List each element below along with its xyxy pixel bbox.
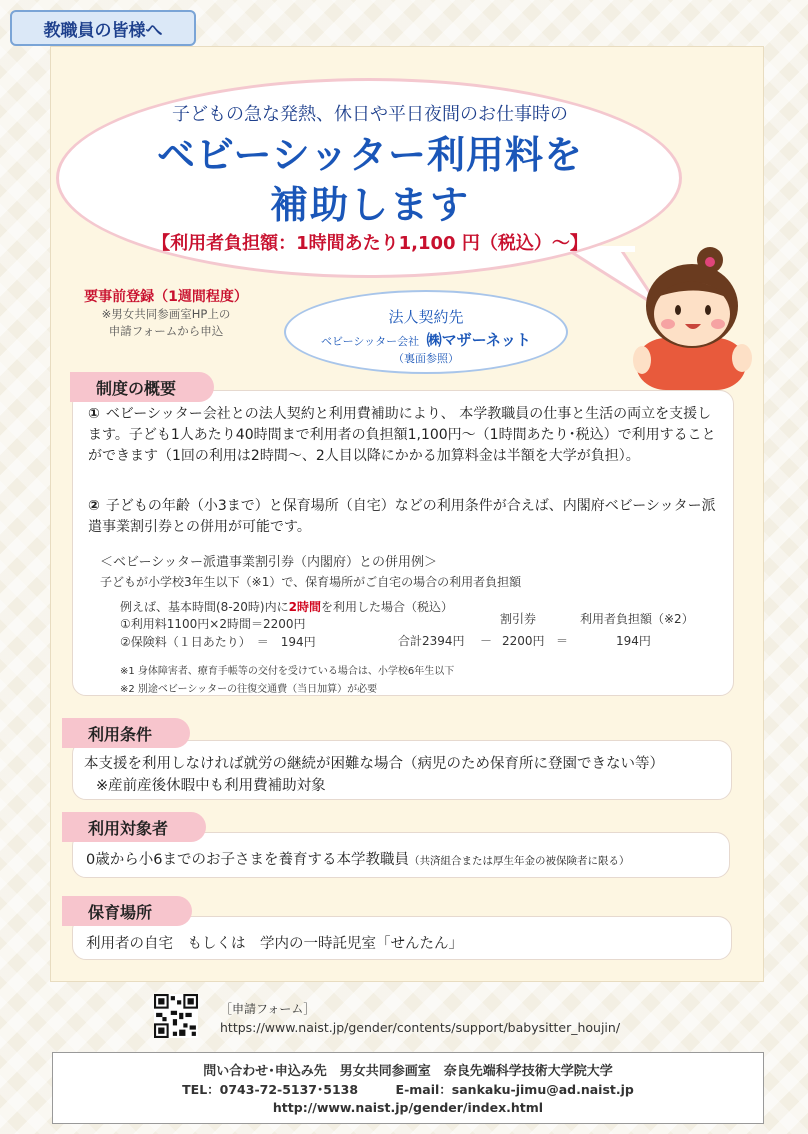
conditions-line-2: ※産前産後休暇中も利用費補助対象 — [96, 778, 326, 794]
section-label-overview: 制度の概要 — [70, 372, 214, 402]
overview-paragraph-2 — [88, 496, 724, 538]
example-line-1-pre: 例えば、基本時間(8-20時)内に — [120, 600, 289, 614]
conditions-line-1: 本支援を利用しなければ就労の継続が困難な場合（病児のため保育所に登園できない等） — [84, 756, 664, 772]
example-equals: ＝ — [556, 634, 569, 648]
form-label: ［申請フォーム］ — [220, 1002, 316, 1016]
eligible-main: 0歳から小6までのお子さまを養育する本学教職員 — [86, 852, 409, 868]
qr-code-icon[interactable] — [154, 994, 198, 1038]
example-line-1-hours: 2時間 — [288, 600, 321, 614]
audience-tag: 教職員の皆様へ — [10, 10, 196, 46]
overview-text-1: ベビーシッター会社との法人契約と利用費補助により、 本学教職員の仕事と生活の両立を支援します。子ども1人あたり40時間まで利用者の負担額1,100円〜（1時間あたり･税込）で利用することができます（1回の利用は2時間〜、2人目以降にかかる加算料金は半額を大学が負担）。 — [88, 406, 716, 464]
headline-subtitle: 子どもの急な発熱、休日や平日夜間のお仕事時の — [172, 104, 568, 125]
contact-line-2: TEL：0743-72-5137･5138 E-mail：sankaku-jimu@ad.naist.jp — [182, 1082, 634, 1097]
contract-company-name: ㈱マザーネット — [426, 331, 531, 349]
contract-company-prefix: ベビーシッター会社 — [321, 335, 420, 348]
headline-title-line1: ベビーシッター利用料を — [157, 133, 583, 177]
example-minus: － — [480, 634, 493, 648]
preregistration-note-line1: ※男女共同参画室HP上の — [101, 307, 231, 321]
overview-paragraph-1 — [88, 404, 724, 467]
section-label-conditions: 利用条件 — [62, 718, 190, 748]
example-line-2: ①利用料1100円×2時間＝2200円 — [120, 617, 306, 631]
contract-label: 法人契約先 — [388, 308, 464, 326]
preregistration-title: 要事前登録（1週間程度） — [84, 289, 248, 305]
overview-text-2: 子どもの年齢（小3まで）と保育場所（自宅）などの利用条件が合えば、内閣府ベビーシッター派遣事業割引券との併用が可能です。 — [88, 498, 716, 535]
headline-title-line2: 補助します — [269, 183, 470, 227]
example-subtitle: 子どもが小学校3年生以下（※1）で、保育場所がご自宅の場合の利用者負担額 — [100, 575, 522, 589]
example-title: ＜ベビーシッター派遣事業割引券（内閣府）との併用例＞ — [100, 555, 437, 570]
section-label-place: 保育場所 — [62, 896, 192, 926]
contract-company-line — [286, 329, 566, 350]
girl-illustration — [628, 240, 758, 390]
example-burden-header: 利用者負担額（※2） — [580, 612, 694, 626]
contact-website-link[interactable]: http://www.naist.jp/gender/index.html — [272, 1100, 544, 1115]
form-url-link[interactable]: https://www.naist.jp/gender/contents/support/babysitter_houjin/ — [220, 1020, 621, 1035]
example-line-1-post: を利用した場合（税込） — [320, 600, 453, 614]
overview-number-2: ② — [88, 498, 100, 514]
contact-line-1: 問い合わせ･申込み先 男女共同参画室 奈良先端科学技術大学院大学 — [203, 1064, 613, 1079]
example-line-1 — [120, 598, 453, 615]
section-label-eligible: 利用対象者 — [62, 812, 206, 842]
footnote-2: ※2 別途ベビーシッターの往復交通費（当日加算）が必要 — [120, 684, 378, 695]
preregistration-note — [66, 286, 266, 340]
contract-partner-badge — [284, 290, 568, 374]
overview-number-1: ① — [88, 406, 100, 422]
place-line: 利用者の自宅 もしくは 学内の一時託児室「せんたん」 — [86, 936, 463, 952]
eligible-line — [86, 848, 629, 869]
eligible-note: （共済組合または厚生年金の被保険者に限る） — [408, 855, 630, 867]
example-coupon-value: 2200円 — [502, 634, 545, 648]
contract-back-note: （裏面参照） — [393, 352, 459, 365]
preregistration-note-line2: 申請フォームから申込 — [108, 324, 224, 338]
footnote-1: ※1 身体障害者、療育手帳等の交付を受けている場合は、小学校6年生以下 — [120, 666, 455, 677]
example-final-burden: 194円 — [616, 634, 651, 648]
example-line-3: ②保険料（１日あたり） ＝ 194円 — [120, 635, 316, 649]
example-coupon-header: 割引券 — [500, 612, 537, 626]
example-total: 合計2394円 — [398, 634, 465, 648]
user-burden-amount: 【利用者負担額：1時間あたり1,100 円（税込）〜】 — [152, 233, 588, 254]
